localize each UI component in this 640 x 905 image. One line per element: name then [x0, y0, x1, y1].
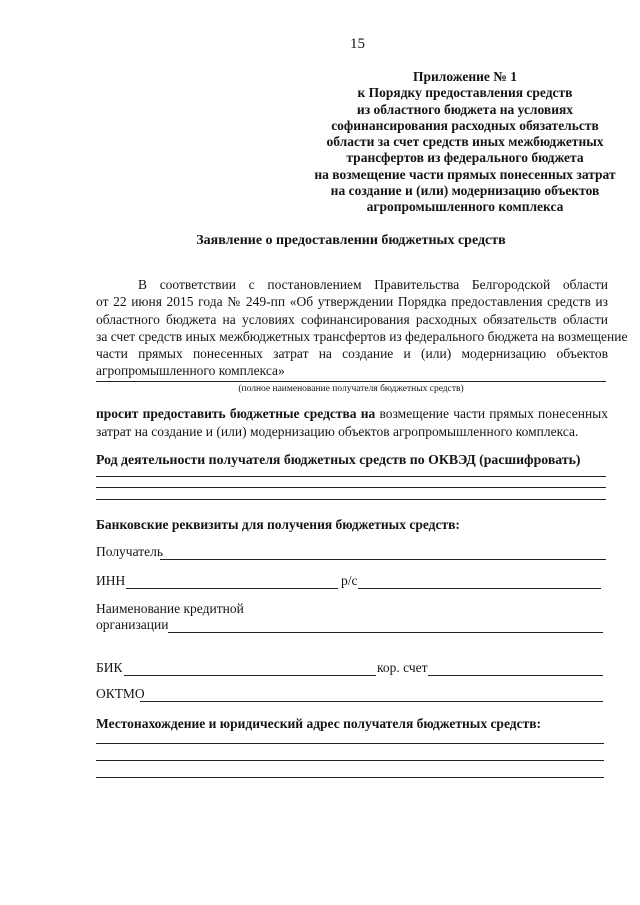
request-paragraph: [96, 405, 608, 441]
intro-line: агропромышленного комплекса»: [96, 363, 285, 379]
recipient-field[interactable]: [160, 559, 606, 560]
oktmo-label: ОКТМО: [96, 686, 145, 701]
intro-paragraph: [96, 276, 628, 380]
request-line: [96, 405, 608, 423]
okved-line[interactable]: [96, 499, 606, 500]
document-title: Заявление о предоставлении бюджетных средств: [196, 233, 506, 248]
oktmo-field[interactable]: [140, 701, 603, 702]
address-heading: Местонахождение и юридический адрес получателя бюджетных средств:: [96, 716, 541, 731]
bank-details-heading: Банковские реквизиты для получения бюджетных средств:: [96, 517, 460, 532]
request-text: возмещение части прямых понесенных: [379, 406, 608, 421]
bik-field[interactable]: [124, 675, 376, 676]
recipient-name-line[interactable]: [96, 381, 606, 382]
credit-org-field[interactable]: [168, 632, 603, 633]
appendix-line: софинансирования расходных обязательств: [331, 117, 599, 133]
address-line[interactable]: [96, 760, 604, 761]
intro-line: областного бюджета на условиях софинансирования расходных обязательств области: [96, 311, 608, 327]
appendix-line: на создание и (или) модернизацию объектов: [330, 183, 600, 199]
intro-line: В соответствии с постановлением Правительства Белгородской области: [138, 277, 608, 292]
intro-line: за счет средств иных межбюджетных трансфертов из федерального бюджета на возмещение: [96, 328, 628, 344]
page-number: 15: [350, 36, 365, 52]
account-label: р/с: [341, 573, 358, 588]
address-line[interactable]: [96, 777, 604, 778]
address-line[interactable]: [96, 743, 604, 744]
okved-line[interactable]: [96, 487, 606, 488]
appendix-line: на возмещение части прямых понесенных затрат: [314, 166, 616, 182]
corr-account-label: кор. счет: [377, 660, 428, 675]
intro-line: части прямых понесенных затрат на создание и (или) модернизацию объектов: [96, 346, 608, 362]
okved-line[interactable]: [96, 476, 606, 477]
appendix-line: к Порядку предоставления средств: [357, 85, 573, 101]
appendix-line: области за счет средств иных межбюджетных: [326, 134, 604, 150]
request-bold-text: просит предоставить бюджетные средства на: [96, 406, 376, 421]
credit-org-label: Наименование кредитной: [96, 601, 244, 616]
account-field[interactable]: [358, 588, 601, 589]
appendix-header: [300, 69, 630, 216]
credit-org-label: организации: [96, 617, 169, 632]
okved-heading: Род деятельности получателя бюджетных средств по ОКВЭД (расшифровать): [96, 452, 581, 467]
appendix-line: Приложение № 1: [413, 69, 517, 84]
inn-field[interactable]: [126, 588, 338, 589]
recipient-name-caption: (полное наименование получателя бюджетных средств): [238, 384, 464, 394]
intro-line: от 22 июня 2015 года № 249-пп «Об утверждении Порядка предоставления средств из: [96, 294, 608, 310]
corr-account-field[interactable]: [428, 675, 603, 676]
bik-label: БИК: [96, 660, 123, 675]
request-line: затрат на создание и (или) модернизацию объектов агропромышленного комплекса.: [96, 424, 579, 439]
inn-label: ИНН: [96, 573, 126, 588]
appendix-line: трансфертов из федерального бюджета: [346, 150, 584, 166]
recipient-label: Получатель: [96, 544, 164, 559]
appendix-line: из областного бюджета на условиях: [356, 101, 574, 117]
appendix-line: агропромышленного комплекса: [366, 199, 564, 215]
